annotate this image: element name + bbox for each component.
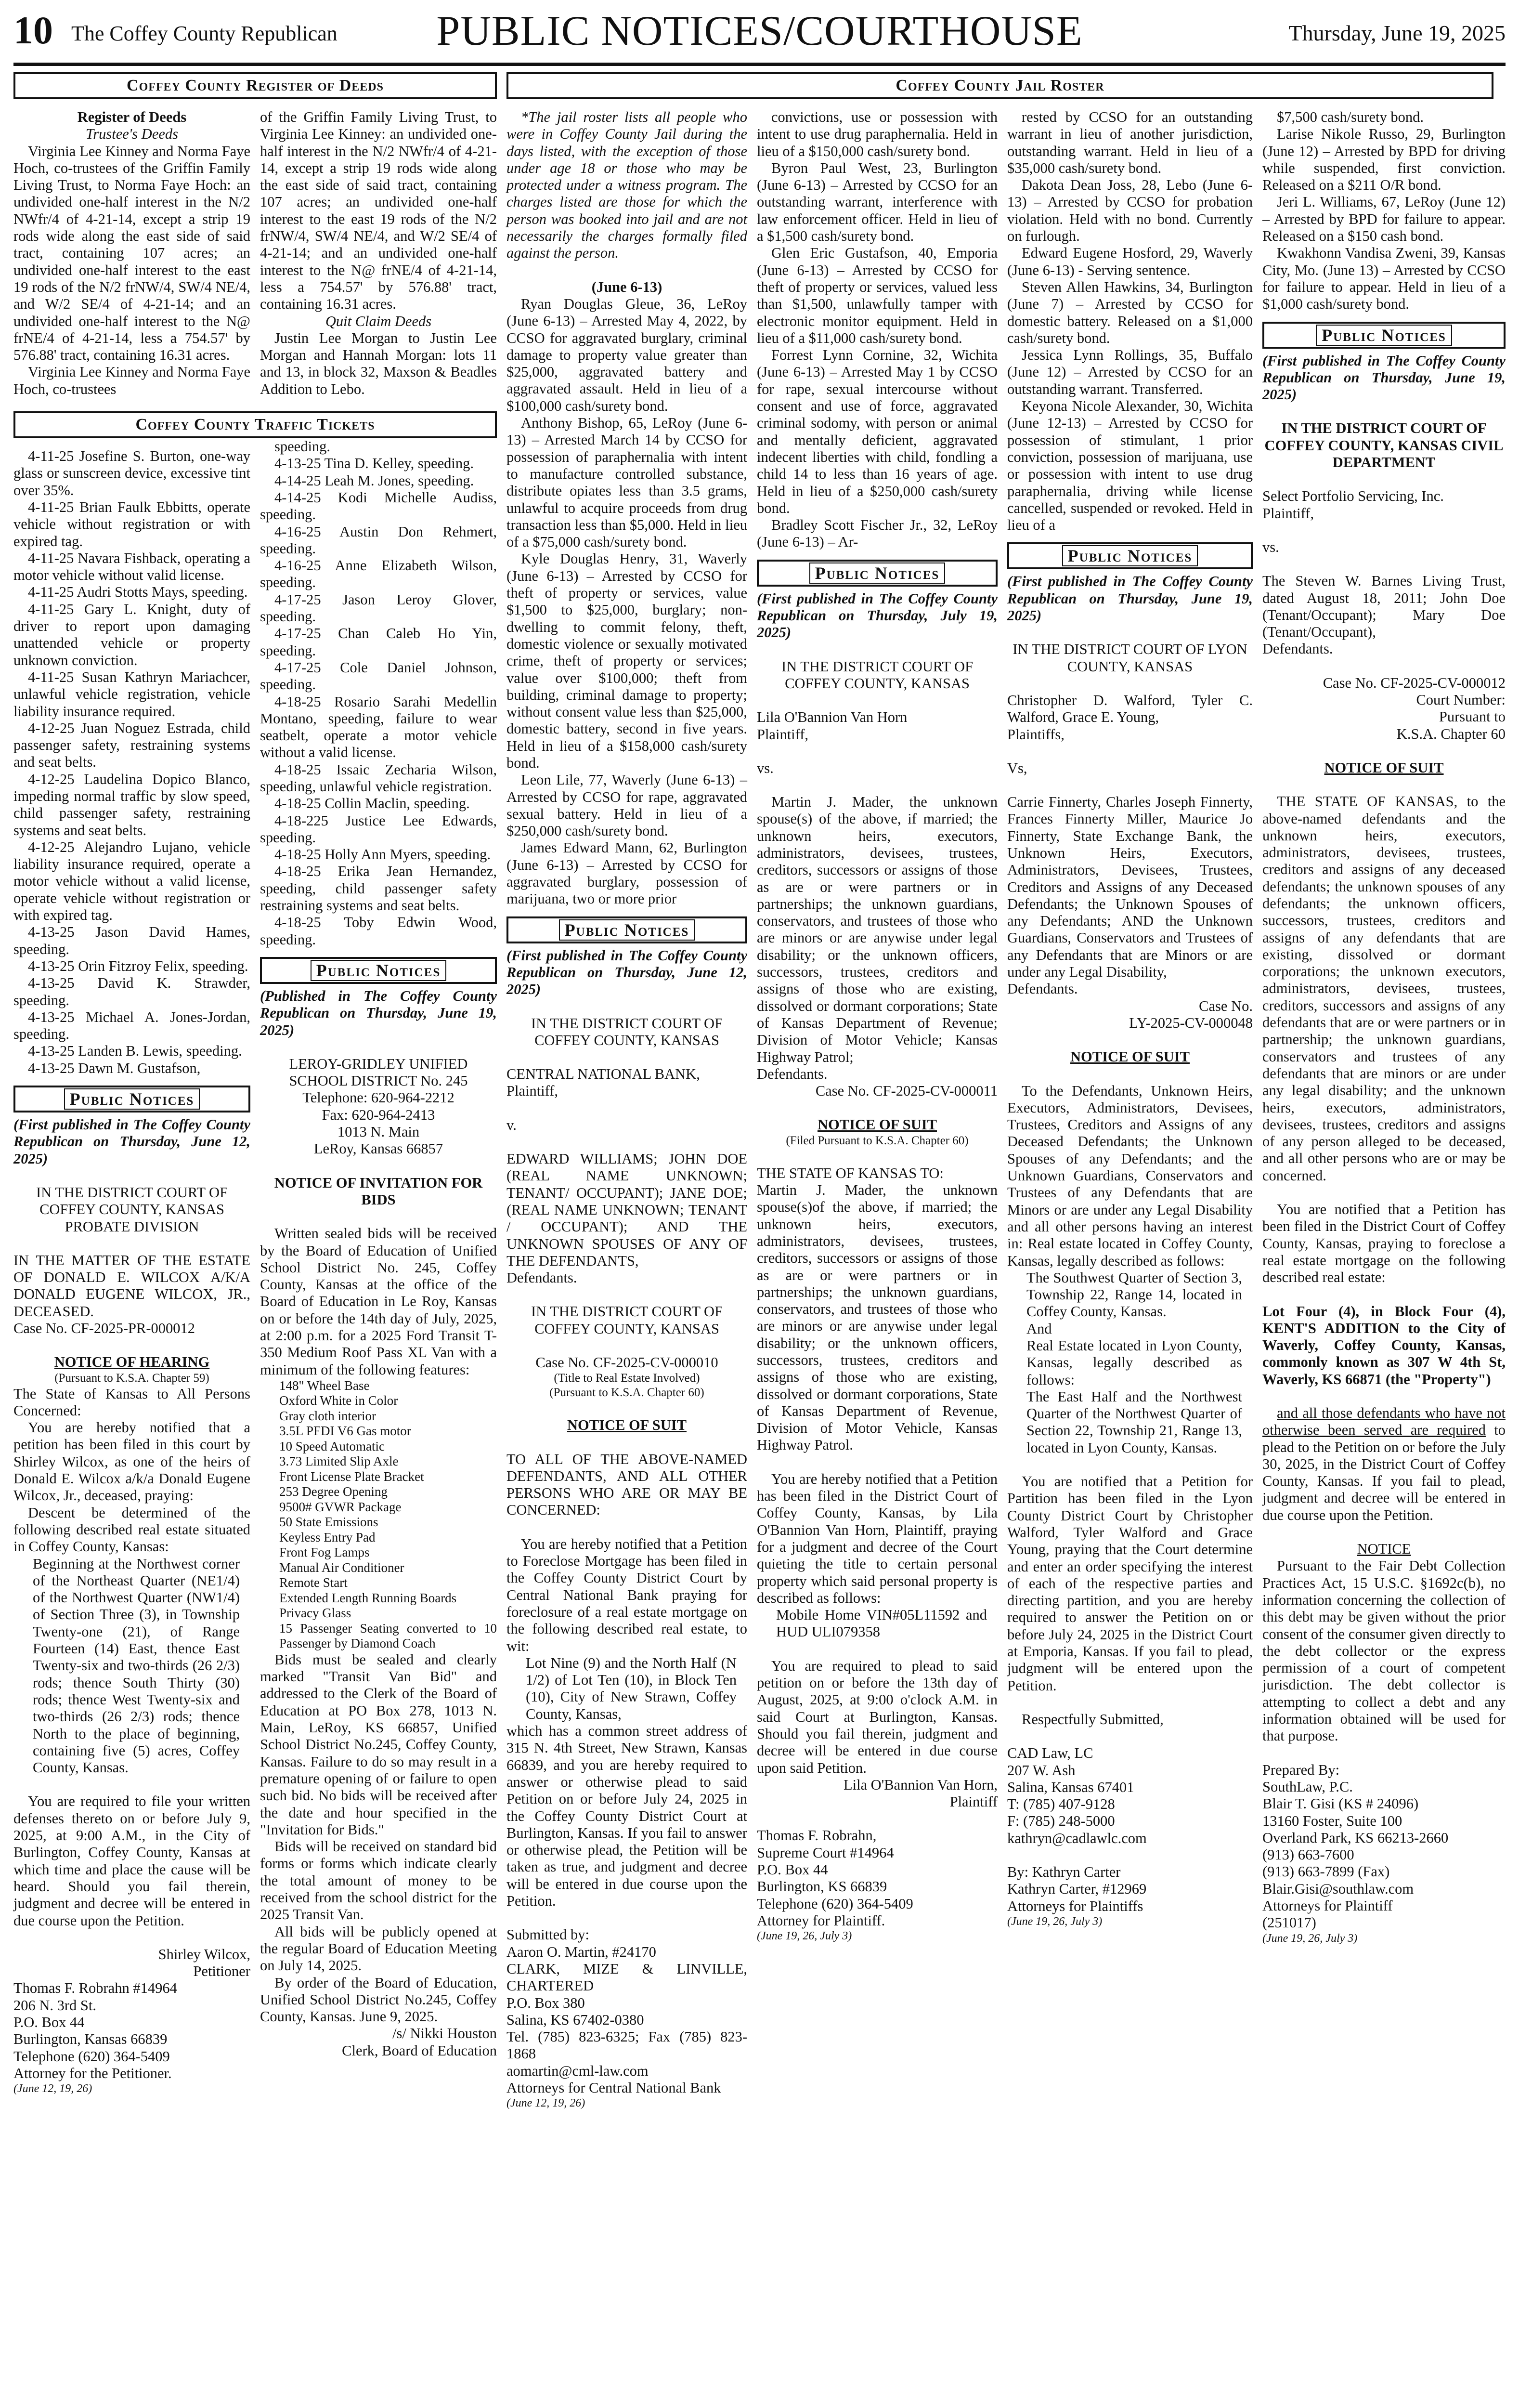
traffic-tickets-header: Coffey County Traffic Tickets — [13, 411, 497, 438]
jail-entry: Kwakhonn Vandisa Zweni, 39, Kansas City, Mo. (June 13) – Arrested by CCSO for failure to appear. Held in lieu of a $1,000 cash/surety bond. — [1262, 245, 1506, 313]
cv-r3: 13160 Foster, Suite 100 — [1262, 1812, 1402, 1829]
pt-f1: CAD Law, LC — [1007, 1745, 1093, 1762]
bids-p5: By order of the Board of Education, Unified School District No.245, Coffey County, Kansas. June 9, 2025. — [260, 1974, 497, 2025]
probate-atty-for: Attorney for the Petitioner. — [13, 2065, 172, 2081]
ticket-entry: 4-12-25 Alejandro Lujano, vehicle liability insurance required, operate a motor vehicle without a valid license, operate vehicle without registration or with expired tag. — [13, 838, 250, 924]
jail-entry: Forrest Lynn Cornine, 32, Wichita (June 6-13) – Arrested May 1 by CCSO for rape, sexual intercourse without consent and use of force, aggravated criminal sodomy, with person or animal and mentally deficient, aggravated indecent liberties with child, fondling a child 14 to less than 16 years of age. Held in lieu of a $250,000 cash/surety bond. — [757, 347, 998, 516]
fc-court-2: IN THE DISTRICT COURT OF COFFEY COUNTY, KANSAS — [531, 1303, 723, 1337]
fc-statute: (Pursuant to K.S.A. Chapter 60) — [549, 1386, 704, 1400]
qt-pub-dates: (June 19, 26, July 3) — [757, 1930, 852, 1943]
qt-legal: Mobile Home VIN#05L11592 and HUD ULI079358 — [776, 1607, 987, 1640]
bids-notice-head: NOTICE OF INVITATION FOR BIDS — [274, 1174, 483, 1208]
cv-court: IN THE DISTRICT COURT OF COFFEY COUNTY, KANSAS CIVIL DEPARTMENT — [1264, 420, 1504, 471]
cv-p4: Pursuant to the Fair Debt Collection Practices Act, 15 U.S.C. §1692c(b), no information concerning the collection of this debt may be given without the prior consent of the consumer given directly to the debt collector or the express permission of a court of competent jurisdiction. The debt collector is attempting to collect a debt and any information obtained will be used for that purpose. — [1262, 1557, 1506, 1744]
ticket-entry: 4-18-25 Holly Ann Myers, speeding. — [274, 846, 491, 863]
jail-entry: Steven Allen Hawkins, 34, Burlington (June 7) – Arrested by CCSO for domestic battery. Released on a $1,000 cash/surety bond. — [1007, 278, 1253, 346]
probate-phone: Telephone (620) 364-5409 — [13, 2048, 170, 2065]
fc-plaintiff: CENTRAL NATIONAL BANK, — [506, 1066, 700, 1083]
jail-entry: Kyle Douglas Henry, 31, Waverly (June 6-13) – Arrested by CCSO for theft of property or services, value $1,500 to $25,000, burglary; non-dwelling to commit felony, theft, domestic violence or sexually motivated crime, theft of property or services; value over $100,000; theft from building, criminal damage to property; without consent value less than $25,000, domestic battery, second in five years. Held in lieu of a $158,000 cash/surety bond. — [506, 550, 747, 771]
ticket-entry: 4-12-25 Juan Noguez Estrada, child passenger safety, restraining systems and seat belts. — [13, 720, 250, 771]
fc-to: TO ALL OF THE ABOVE-NAMED DEFENDANTS, AND ALL OTHER PERSONS WHO ARE OR MAY BE CONCERNED: — [506, 1451, 747, 1518]
ticket-entry: 4-17-25 Cole Daniel Johnson, speeding. — [260, 659, 497, 693]
ticket-entry: 4-11-25 Susan Kathryn Mariachcer, unlawful vehicle registration, vehicle liability insurance required. — [13, 668, 250, 720]
probate-matter: IN THE MATTER OF THE ESTATE OF DONALD E. WILCOX A/K/A DONALD EUGENE WILCOX, JR., DECEASED. — [13, 1252, 250, 1320]
cv-legal: Lot Four (4), in Block Four (4), KENT'S ADDITION to the City of Waverly, Coffey County, Kansas, commonly known as 307 W 4th St, Waverly, KS 66871 (the "Property") — [1262, 1303, 1506, 1387]
probate-pub-line: (First published in The Coffey County Republican on Thursday, June 12, 2025) — [13, 1116, 250, 1167]
jail-date-head: (June 6-13) — [591, 278, 662, 295]
cv-p1: THE STATE OF KANSAS, to the above-named defendants and the unknown heirs, executors, administrators, devisees, trustees, creditors and assigns of any deceased defendants; the unknown spouses of any defendants; the unknown officers, successors, trustees, creditors and assigns of any defendants that are existing, dissolved or dormant corporations; the unknown executors, administrators, devisees, trustees, creditors, successors and assigns of any defendants that are or were partners or in partnership; the unknown guardians, conservators and trustees of any defendants that are minors or are under any legal disability; and the unknown heirs, executors, administrators, devisees, trustees, creditors and assigns of any person alleged to be deceased, and all other persons who are or may be concerned. — [1262, 793, 1506, 1184]
public-notices-label: Public Notices — [311, 960, 447, 981]
pt-and: And — [1026, 1320, 1052, 1337]
ticket-entry: 4-18-25 Issaic Zecharia Wilson, speeding, unlawful vehicle registration. — [260, 761, 497, 795]
ticket-entry: 4-18-25 Rosario Sarahi Medellin Montano, speeding, failure to wear seatbelt, operate a motor vehicle without a valid license. — [260, 693, 497, 761]
qt-filed-note: (Filed Pursuant to K.S.A. Chapter 60) — [786, 1134, 969, 1147]
cv-r1: SouthLaw, P.C. — [1262, 1778, 1353, 1795]
bids-phone: Telephone: 620-964-2212 — [302, 1089, 454, 1106]
qt-a5: Telephone (620) 364-5409 — [757, 1895, 913, 1912]
jail-entry: Keyona Nicole Alexander, 30, Wichita (June 12-13) – Arrested by CCSO for possession of stimulant, 1 prior conviction, possession of marijuana, use or possession with intent to use drug paraphernalia, driving while license cancelled, suspended or revoked. Held in lieu of a — [1007, 398, 1253, 534]
rod-deed-2-cont: of the Griffin Family Living Trust, to Virginia Lee Kinney: an undivided one-half interest in the N/2 NWfr/4 of 4-21-14, except a strip 19 rods wide along the east side of said tract, containing 107 acres; an undivided one-half interest to the east 19 rods of the N/2 frNW/4, SW/4 NE/4, and W/2 SE/4 of 4-21-14; and an undivided one-half interest to the N@ frNE/4 of 4-21-14, less a 754.57' by 576.88' tract, containing 16.31 acres. — [260, 109, 497, 313]
ticket-entry: 4-12-25 Laudelina Dopico Blanco, impeding normal traffic by slow speed, child passenger safety, restraining systems and seat belts. — [13, 771, 250, 838]
probate-case: Case No. CF-2025-PR-000012 — [13, 1320, 195, 1336]
jail-entry: Anthony Bishop, 65, LeRoy (June 6-13) – Arrested March 14 by CCSO for possession of paraphernalia with intent to manufacture controlled substance, distribute opiates less than 3.5 grams, unlawful to acquire proceeds from drug transaction less than $5,000. Held in lieu of a $75,000 cash/surety bond. — [506, 415, 747, 550]
pt-by2: Kathryn Carter, #12969 — [1007, 1881, 1147, 1898]
fc-s5: Tel. (785) 823-6325; Fax (785) 823-1868 — [506, 2028, 747, 2062]
cv-r2: Blair T. Gisi (KS # 24096) — [1262, 1795, 1419, 1812]
bids-p2: Bids must be sealed and clearly marked "Transit Van Bid" and addressed to the Clerk of the Board of Education at PO Box 278, 1013 N. Main, LeRoy, KS 66857, Unified School District No.245, Coffey County, Kansas. Failure to do so may result in a premature opening of or failure to open such bid. No bids will be received after the date and hour specified in the "Invitation for Bids." — [260, 1651, 497, 1838]
rod-heading: Register of Deeds — [77, 109, 187, 125]
cv-r6: (913) 663-7899 (Fax) — [1262, 1863, 1390, 1880]
qt-to: THE STATE OF KANSAS TO: — [757, 1165, 944, 1181]
jail-entry: Byron Paul West, 23, Burlington (June 6-13) – Arrested by CCSO for an outstanding warrant, interference with law enforcement officer. Held in lieu of a $1,500 cash/surety bond. — [757, 159, 998, 245]
probate-atty: Thomas F. Robrahn #14964 — [13, 1980, 177, 1997]
probate-signer-role: Petitioner — [193, 1963, 250, 1980]
ticket-entry: 4-18-25 Erika Jean Hernandez, speeding, child passenger safety restraining systems and seat belts. — [260, 863, 497, 914]
probate-addr2: P.O. Box 44 — [13, 2014, 85, 2030]
pt-def-role: Defendants. — [1007, 981, 1078, 997]
cv-notice-head: NOTICE OF SUIT — [1324, 759, 1444, 776]
qt-plaintiff: Lila O'Bannion Van Horn — [757, 709, 908, 726]
cv-r8: Attorneys for Plaintiff — [1262, 1898, 1393, 1914]
pt-f3: Salina, Kansas 67401 — [1007, 1779, 1134, 1795]
pt-plaintiffs-role: Plaintiffs, — [1007, 726, 1065, 743]
cv-plaintiff-role: Plaintiff, — [1262, 505, 1314, 522]
fc-title-note: (Title to Real Estate Involved) — [554, 1372, 700, 1385]
fc-submitted: Submitted by: — [506, 1926, 589, 1943]
cv-p3: to plead to the Petition on or before the July 30, 2025, in the District Court of Coffey County, Kansas. If you fail to plead, judgment and decree will be entered in due course upon the Petition. — [1262, 1422, 1506, 1523]
cv-r9: (251017) — [1262, 1914, 1316, 1931]
page-number: 10 — [13, 8, 53, 52]
bid-feature-item: Gray cloth interior — [279, 1408, 376, 1423]
cv-r4: Overland Park, KS 66213-2660 — [1262, 1829, 1449, 1846]
jail-entry: Leon Lile, 77, Waverly (June 6-13) – Arrested by CCSO for rape, aggravated sexual battery. Held in lieu of a $250,000 cash/surety bond. — [506, 772, 747, 839]
pt-p2: You are notified that a Petition for Partition has been filed in the Lyon County District Court by Christopher Walford, Tyler Walford and Grace Young, praying that the Court determine and enter an order specifying the interest of each of the respective parties and directing partition, and you are hereby required to answer the Petition on or before July 24, 2025 in the District Court at Emporia, Kansas. If you fail to plead, judgment will be entered upon the Petition. — [1007, 1473, 1253, 1694]
bid-feature-item: Remote Start — [279, 1575, 348, 1590]
ticket-entry: 4-16-25 Austin Don Rehmert, speeding. — [260, 523, 497, 557]
bids-signer: /s/ Nikki Houston — [392, 2025, 497, 2042]
pt-f2: 207 W. Ash — [1007, 1762, 1076, 1779]
masthead-rule — [13, 63, 1506, 66]
bid-feature-item: Front Fog Lamps — [279, 1545, 370, 1560]
fc-legal: Lot Nine (9) and the North Half (N 1/2) of Lot Ten (10), in Block Ten (10), City of New Strawn, Coffey County, Kansas, — [526, 1654, 737, 1722]
jail-entry: Ryan Douglas Gleue, 36, LeRoy (June 6-13) – Arrested May 4, 2022, by CCSO for aggravated burglary, criminal damage to property value greater than $25,000, aggravated battery and aggravated assault. Held in lieu of a $100,000 cash/surety bond. — [506, 295, 747, 414]
probate-p1: You are hereby notified that a petition has been filed in this court by Shirley Wilcox, as one of the heirs of Donald E. Wilcox a/k/a Donald Eugene Wilcox, Jr., deceased, praying: — [13, 1419, 250, 1504]
public-notices-label: Public Notices — [809, 563, 946, 584]
fc-plaintiff-role: Plaintiff, — [506, 1083, 558, 1099]
pt-f5: F: (785) 248-5000 — [1007, 1813, 1115, 1830]
bids-district: LEROY-GRIDLEY UNIFIED SCHOOL DISTRICT No. 245 — [289, 1055, 468, 1089]
cv-pub-dates: (June 19, 26, July 3) — [1262, 1932, 1358, 1945]
pt-case-a: Case No. — [1199, 997, 1253, 1014]
ticket-entry: 4-14-25 Kodi Michelle Audiss, speeding. — [260, 489, 497, 523]
fc-defendants: EDWARD WILLIAMS; JOHN DOE (REAL NAME UNKNOWN; TENANT/ OCCUPANT); JANE DOE; (REAL NAME UNKNOWN; TENANT / OCCUPANT); AND THE UNKNOWN SPOUSES OF ANY OF THE DEFENDANTS, — [506, 1151, 747, 1269]
rod-deed-1: Virginia Lee Kinney and Norma Faye Hoch, co-trustees of the Griffin Family Living Trust, to Norma Faye Hoch: an undivided one-half interest in the N/2 NWfr/4 of 4-21-14, except a strip 19 rods wide along the east side of said tract, containing 107 acres; an undivided one-half interest to the east 19 rods of the N/2 frNW/4, SW/4 NE/4, and W/2 SE/4 of 4-21-14; and an undivided one-half interest to the N@ frNE/4 of 4-21-14, less a 754.57' by 576.88' tract, containing 16.31 acres. — [13, 143, 250, 364]
public-notices-label: Public Notices — [1062, 545, 1198, 566]
pt-plaintiffs: Christopher D. Walford, Tyler C. Walford, Grace E. Young, — [1007, 692, 1253, 726]
jail-entry: convictions, use or possession with intent to use drug paraphernalia. Held in lieu of a $150,000 cash/surety bond. — [757, 109, 998, 159]
probate-pub-dates: (June 12, 19, 26) — [13, 2082, 92, 2095]
bids-p3: Bids will be received on standard bid forms or forms which indicate clearly the total amount of money to be received from the school district for the 2025 Transit Van. — [260, 1838, 497, 1923]
bid-feature-item: 148" Wheel Base — [279, 1378, 370, 1393]
public-notices-box — [506, 916, 747, 943]
rod-subheading: Trustee's Deeds — [85, 126, 179, 143]
bids-address: 1013 N. Main — [337, 1124, 420, 1140]
ticket-entry: 4-18-25 Collin Maclin, speeding. — [274, 795, 470, 812]
jail-entries-2 — [757, 109, 998, 551]
fc-s2: CLARK, MIZE & LINVILLE, CHARTERED — [506, 1960, 747, 1994]
bid-feature-item: 253 Degree Opening — [279, 1484, 388, 1499]
probate-signer: Shirley Wilcox, — [158, 1946, 250, 1963]
qt-defendants: Martin J. Mader, the unknown spouse(s) of the above, if married; the unknown heirs, executors, administrators, devisees, trustees, creditors, successors or assigns of those as are or were partners or in partnerships; the unknown guardians, conservators, and trustees of those who are minors or are anywise under legal disability; or the unknown officers, successors, trustees, creditors and assigns of those who are existing, dissolved or dormant corporations; State of Kansas Department of Revenue; Division of Motor Vehicle; Kansas Highway Patrol; — [757, 794, 998, 1065]
cv-notice2: NOTICE — [1357, 1541, 1411, 1557]
ticket-entry: 4-11-25 Audri Stotts Mays, speeding. — [28, 584, 248, 601]
fc-court: IN THE DISTRICT COURT OF COFFEY COUNTY, KANSAS — [531, 1015, 723, 1048]
pt-f6: kathryn@cadlawlc.com — [1007, 1830, 1147, 1846]
rod-deed-2-start: Virginia Lee Kinney and Norma Faye Hoch, co-trustees — [13, 364, 250, 397]
cv-pub-line: (First published in The Coffey County Republican on Thursday, June 19, 2025) — [1262, 352, 1506, 403]
pt-notice-head: NOTICE OF SUIT — [1070, 1048, 1190, 1065]
pt-defendants: Carrie Finnerty, Charles Joseph Finnerty, Frances Finnerty Miller, Maurice Jo Finnerty, State Exchange Bank, the Unknown Heirs, Executors, Administrators, Devisees, Trustees, Creditors and Assigns of any Deceased Defendants; the Unknown Spouses of any Defendants; AND the Unknown Guardians, Conservators and Trustees of any Defendants that are Minors or are under any Legal Disability, — [1007, 794, 1253, 981]
jail-entry: Jeri L. Williams, 67, LeRoy (June 12) – Arrested by BPD for failure to appear. Released on a $150 cash bond. — [1262, 194, 1506, 245]
public-notices-label: Public Notices — [64, 1088, 200, 1110]
public-notices-box — [260, 957, 497, 984]
bids-p1: Written sealed bids will be received by the Board of Education of Unified School District No. 245, Coffey County, Kansas at the office of the Board of Education in Le Roy, Kansas on or before the 14th day of July, 2025, at 2:00 p.m. for a 2025 Ford Transit T-350 Medium Roof Pass XL Van with a minimum of the following features: — [260, 1225, 497, 1378]
jail-entry: Bradley Scott Fischer Jr., 32, LeRoy (June 6-13) – Ar- — [757, 517, 998, 550]
bid-feature-item: Oxford White in Color — [279, 1393, 398, 1408]
cv-p2: You are notified that a Petition has been filed in the District Court of Coffey County, Kansas, praying to foreclose a real estate mortgage on the following described real estate: — [1262, 1201, 1506, 1286]
fc-s1: Aaron O. Martin, #24170 — [506, 1943, 656, 1960]
public-notices-box — [1262, 322, 1506, 349]
qt-court: IN THE DISTRICT COURT OF COFFEY COUNTY, KANSAS — [781, 658, 974, 692]
quit-claim-deed: Justin Lee Morgan to Justin Lee Morgan and Hannah Morgan: lots 11 and 13, in block 32, Maxson & Beadles Addition to Lebo. — [260, 329, 497, 397]
traffic-ticket-list-2 — [260, 438, 497, 948]
probate-statute: (Pursuant to K.S.A. Chapter 59) — [54, 1371, 209, 1385]
qt-signer: Lila O'Bannion Van Horn, — [843, 1776, 998, 1793]
jail-entry: James Edward Mann, 62, Burlington (June 6-13) – Arrested by CCSO for aggravated burglary, possession of marijuana, two or more prior — [506, 839, 747, 907]
pt-legal-3: The East Half and the Northwest Quarter of the Northwest Quarter of Section 22, Township 21, Range 13, located in Lyon County, Kansas. — [1026, 1388, 1242, 1456]
fc-s7: Attorneys for Central National Bank — [506, 2079, 721, 2096]
bid-feature-item: Privacy Glass — [279, 1606, 351, 1621]
qt-a2: Supreme Court #14964 — [757, 1844, 894, 1861]
column-5 — [1007, 72, 1253, 2408]
quit-claim-heading: Quit Claim Deeds — [325, 313, 432, 329]
jail-entry: rested by CCSO for an outstanding warrant in lieu of another jurisdiction, outstanding warrant. Held in lieu of a $35,000 cash/surety bond. — [1007, 109, 1253, 176]
cv-p3-underlined: and all those defendants who have not otherwise been served are required — [1262, 1405, 1506, 1439]
issue-date: Thursday, June 19, 2025 — [1288, 21, 1506, 45]
column-4 — [757, 72, 998, 2408]
column-6 — [1262, 72, 1506, 2408]
ticket-entry: 4-13-25 Jason David Hames, speeding. — [13, 924, 250, 957]
ticket-entry: 4-14-25 Leah M. Jones, speeding. — [274, 472, 474, 489]
qt-notice-head: NOTICE OF SUIT — [817, 1116, 937, 1133]
ticket-entry: 4-13-25 Michael A. Jones-Jordan, speeding. — [13, 1008, 250, 1043]
pt-pub-line: (First published in The Coffey County Republican on Thursday, June 19, 2025) — [1007, 573, 1253, 624]
qt-a6: Attorney for Plaintiff. — [757, 1912, 885, 1929]
fc-pub-dates: (June 12, 19, 26) — [506, 2097, 585, 2110]
pt-p1: To the Defendants, Unknown Heirs, Executors, Administrators, Devisees, Trustees, Creditors and Assigns of any Deceased Defendants; the Unknown Spouses of any Defendants; and the Unknown Guardians, Conservators and Trustees of any Defendants that are Minors or are under any Legal Disability and all other persons having an interest in: Real estate located in Coffey County, Kansas, legally described as follows: — [1007, 1082, 1253, 1269]
probate-addr3: Burlington, Kansas 66839 — [13, 2031, 168, 2048]
ticket-entry: 4-18-225 Justice Lee Edwards, speeding. — [260, 812, 497, 846]
qt-p1: You are hereby notified that a Petition has been filed in the District Court of Coffey County, Kansas, by Lila O'Bannion Van Horn, Plaintiff, praying for a judgment and decree of the Court quieting the title to certain personal property which said personal property is described as follows: — [757, 1470, 998, 1606]
qt-pub-line: (First published in The Coffey County Republican on Thursday, July 19, 2025) — [757, 590, 998, 641]
probate-p2: Descent be determined of the following described real estate situated in Coffey County, Kansas: — [13, 1504, 250, 1555]
bids-city: LeRoy, Kansas 66857 — [313, 1140, 443, 1157]
jail-entry: Jessica Lynn Rollings, 35, Buffalo (June 12) – Arrested by CCSO for an outstanding warrant. Transferred. — [1007, 347, 1253, 397]
cv-def-role: Defendants. — [1262, 641, 1333, 657]
fc-notice-head: NOTICE OF SUIT — [567, 1417, 687, 1434]
ticket-entry: 4-13-25 Tina D. Kelley, speeding. — [274, 455, 474, 472]
bids-signer-role: Clerk, Board of Education — [342, 2042, 497, 2059]
qt-def-role: Defendants. — [757, 1065, 828, 1082]
probate-p3: You are required to file your written defenses thereto on or before July 9, 2025, at 9:00 A.M., in the City of Burlington, Coffey County, Kansas at which time and place the cause will be heard. Should you fail therein, judgment and decree will be entered in due course upon the Petition. — [13, 1793, 250, 1929]
jail-entry: Larise Nikole Russo, 29, Burlington (June 12) – Arrested by BPD for driving while suspended, first conviction. Released on a $211 O/R bond. — [1262, 126, 1506, 194]
public-notices-box — [13, 1086, 250, 1112]
bid-feature-item: 3.73 Limited Slip Axle — [279, 1454, 399, 1469]
jail-entry: Glen Eric Gustafson, 40, Emporia (June 6-13) – Arrested by CCSO for theft of property or services, valued less than $1,500, unlawfully tamper with electronic monitor equipment. Held in lieu of a $11,000 cash/surety bond. — [757, 245, 998, 346]
bids-fax: Fax: 620-964-2413 — [322, 1106, 435, 1123]
public-notices-box — [1007, 542, 1253, 569]
ticket-entry: 4-11-25 Navara Fishback, operating a motor vehicle without valid license. — [13, 550, 250, 584]
jail-entries-4 — [1262, 109, 1506, 313]
bids-pub-line: (Published in The Coffey County Republican on Thursday, June 19, 2025) — [260, 987, 497, 1038]
bid-feature-item: 50 State Emissions — [279, 1515, 378, 1530]
fc-v: v. — [506, 1116, 517, 1133]
fc-s6: aomartin@cml-law.com — [506, 2062, 649, 2079]
jail-disclaimer: *The jail roster lists all people who were in Coffey County Jail during the days listed, with the exception of those under age 18 or those who may be protected under a witness program. The charges listed are those for which the person was booked into jail and are not necessarily the charges formally filed against the person. — [506, 109, 747, 262]
jail-entry: Edward Eugene Hosford, 29, Waverly (June 6-13) - Serving sentence. — [1007, 245, 1253, 278]
cv-case-3: Pursuant to — [1439, 708, 1506, 725]
section-title: PUBLIC NOTICES/COURTHOUSE — [436, 8, 1083, 54]
pt-vs: Vs, — [1007, 759, 1027, 776]
pt-respect: Respectfully Submitted, — [1022, 1711, 1164, 1727]
register-of-deeds-header: Coffey County Register of Deeds — [13, 72, 497, 99]
bid-feature-item: Front License Plate Bracket — [279, 1469, 424, 1484]
pt-f4: T: (785) 407-9128 — [1007, 1796, 1115, 1813]
cv-case-2: Court Number: — [1416, 692, 1506, 708]
cv-r5: (913) 663-7600 — [1262, 1846, 1354, 1863]
qt-to-list: Martin J. Mader, the unknown spouse(s)of the above, if married; the unknown heirs, executors, administrators, devisees, trustees, creditors, successors or assigns of those as are or were partners or in partnerships; the unknown guardians, conservators, and trustees of those who are minors or are anywise under legal disability; or the unknown officers, successors, trustees, creditors and assigns of those who are existing, dissolved or dormant corporations, State of Kansas Department of Revenue, Division of Motor Vehicle, Kansas Highway Patrol. — [757, 1182, 998, 1453]
fc-s3: P.O. Box 380 — [506, 1994, 585, 2011]
jail-entries-1 — [506, 296, 747, 908]
qt-a3: P.O. Box 44 — [757, 1861, 828, 1878]
qt-p2: You are required to plead to said petition on or before the 13th day of August, 2025, at 9:00 o'clock A.M. in said Court at Burlington, Kansas. Should you fail therein, judgment and decree will be entered in due course upon said Petition. — [757, 1657, 998, 1776]
qt-vs: vs. — [757, 759, 774, 776]
fc-p1: You are hereby notified that a Petition to Foreclose Mortgage has been filed in the Coffey County District Court by Central National Bank praying for foreclosure of a real estate mortgage on the following described real estate, to wit: — [506, 1535, 747, 1654]
ticket-entry: 4-18-25 Toby Edwin Wood, speeding. — [260, 914, 497, 948]
traffic-ticket-list — [13, 448, 250, 1077]
qt-plaintiff-role: Plaintiff, — [757, 726, 809, 743]
bid-feature-item: Extended Length Running Boards — [279, 1590, 457, 1605]
bid-feature-item: Keyless Entry Pad — [279, 1530, 376, 1544]
ticket-entry: 4-13-25 Landen B. Lewis, speeding. — [28, 1043, 242, 1060]
ticket-entry: 4-13-25 Orin Fitzroy Felix, speeding. — [28, 957, 248, 974]
ticket-entry: speeding. — [274, 438, 331, 455]
bid-feature-item: 9500# GVWR Package — [279, 1499, 402, 1514]
cv-r7: Blair.Gisi@southlaw.com — [1262, 1880, 1414, 1897]
ticket-entry: 4-13-25 Dawn M. Gustafson, — [28, 1060, 201, 1076]
pt-legal-2: Real Estate located in Lyon County, Kansas, legally described as follows: — [1026, 1337, 1242, 1388]
pt-court: IN THE DISTRICT COURT OF LYON COUNTY, KANSAS — [1013, 641, 1247, 675]
ticket-entry: 4-16-25 Anne Elizabeth Wilson, speeding. — [260, 557, 497, 591]
ticket-entry: 4-11-25 Gary L. Knight, duty of driver to report upon damaging unattended vehicle or property unknown conviction. — [13, 601, 250, 668]
ticket-entry: 4-17-25 Jason Leroy Glover, speeding. — [260, 591, 497, 625]
cv-prep: Prepared By: — [1262, 1761, 1340, 1778]
probate-addr1: 206 N. 3rd St. — [13, 1997, 96, 2014]
pt-case-b: LY-2025-CV-000048 — [1129, 1014, 1253, 1031]
ticket-entry: 4-17-25 Chan Caleb Ho Yin, speeding. — [260, 625, 497, 659]
ticket-entry: 4-13-25 David K. Strawder, speeding. — [13, 975, 250, 1008]
jail-entry: $7,500 cash/surety bond. — [1277, 109, 1424, 125]
fc-s4: Salina, KS 67402-0380 — [506, 2011, 644, 2028]
qt-a1: Thomas F. Robrahn, — [757, 1827, 877, 1844]
bids-p4: All bids will be publicly opened at the regular Board of Education Meeting on July 14, 2025. — [260, 1923, 497, 1974]
paper-name: The Coffey County Republican — [71, 22, 338, 45]
bid-feature-item: 10 Speed Automatic — [279, 1439, 385, 1453]
pt-legal-1: The Southwest Quarter of Section 3, Township 22, Range 14, located in Coffey County, Kansas. — [1026, 1269, 1242, 1320]
bids-feature-list — [279, 1378, 497, 1651]
column-2 — [260, 72, 497, 2408]
qt-a4: Burlington, KS 66839 — [757, 1878, 887, 1895]
pt-by: By: Kathryn Carter — [1007, 1864, 1121, 1881]
probate-legal: Beginning at the Northwest corner of the Northeast Quarter (NE1/4) of the Northwest Quarter (NW1/4) of Section Three (3), in Township Twenty-one (21), of Range Fourteen (14) East, thence East Twenty-six and two-thirds (26 2/3) rods; thence South Thirty (30) rods; thence West Twenty-six and two-thirds (26 2/3) rods; thence North to the place of beginning, containing five (5) acres, Coffey County, Kansas. — [33, 1555, 240, 1776]
bid-feature-item: 15 Passenger Seating converted to 10 Passenger by Diamond Coach — [279, 1621, 497, 1651]
jail-entry: Dakota Dean Joss, 28, Lebo (June 6-13) – Arrested by CCSO for probation violation. Held with no bond. Currently on furlough. — [1007, 177, 1253, 245]
public-notices-label: Public Notices — [1316, 325, 1452, 346]
ticket-entry: 4-11-25 Josefine S. Burton, one-way glass or sunscreen device, excessive tint over 35%. — [13, 448, 250, 498]
ticket-entry: 4-11-25 Brian Faulk Ebbitts, operate vehicle without registration or with expired tag. — [13, 498, 250, 550]
probate-notice-head: NOTICE OF HEARING — [54, 1354, 210, 1371]
fc-pub-line: (First published in The Coffey County Republican on Thursday, June 12, 2025) — [506, 947, 747, 998]
qt-case: Case No. CF-2025-CV-000011 — [815, 1083, 998, 1099]
bid-feature-item: 3.5L PFDI V6 Gas motor — [279, 1424, 411, 1439]
public-notices-box — [757, 560, 998, 587]
jail-entries-3 — [1007, 109, 1253, 534]
bid-feature-item: Manual Air Conditioner — [279, 1560, 404, 1575]
fc-def-role: Defendants. — [506, 1269, 577, 1286]
cv-case-1: Case No. CF-2025-CV-000012 — [1323, 674, 1506, 691]
jail-roster-header: Coffey County Jail Roster — [506, 72, 1493, 99]
cv-defendants: The Steven W. Barnes Living Trust, dated August 18, 2011; John Doe (Tenant/Occupant); Mary Doe (Tenant/Occupant), — [1262, 573, 1506, 641]
masthead — [13, 5, 1506, 62]
cv-case-4: K.S.A. Chapter 60 — [1396, 725, 1506, 742]
cv-vs: vs. — [1262, 538, 1279, 555]
pt-pub-dates: (June 19, 26, July 3) — [1007, 1915, 1103, 1928]
fc-p2: which has a common street address of 315 N. 4th Street, New Strawn, Kansas 66839, and you are hereby required to answer or otherwise plead to said Petition on or before July 24, 2025 in the Coffey County District Court at Burlington, Kansas. If you fail to answer or otherwise plead, the Petition will be taken as true, and judgment and decree will be entered in due course upon the Petition. — [506, 1723, 747, 1910]
pt-by3: Attorneys for Plaintiffs — [1007, 1898, 1143, 1914]
cv-plaintiff: Select Portfolio Servicing, Inc. — [1262, 488, 1444, 505]
fc-case: Case No. CF-2025-CV-000010 — [535, 1354, 718, 1371]
qt-signer-role: Plaintiff — [949, 1793, 998, 1810]
probate-to: The State of Kansas to All Persons Concerned: — [13, 1385, 250, 1419]
probate-court: IN THE DISTRICT COURT OF COFFEY COUNTY, KANSAS PROBATE DIVISION — [36, 1184, 228, 1235]
public-notices-label: Public Notices — [559, 919, 695, 941]
